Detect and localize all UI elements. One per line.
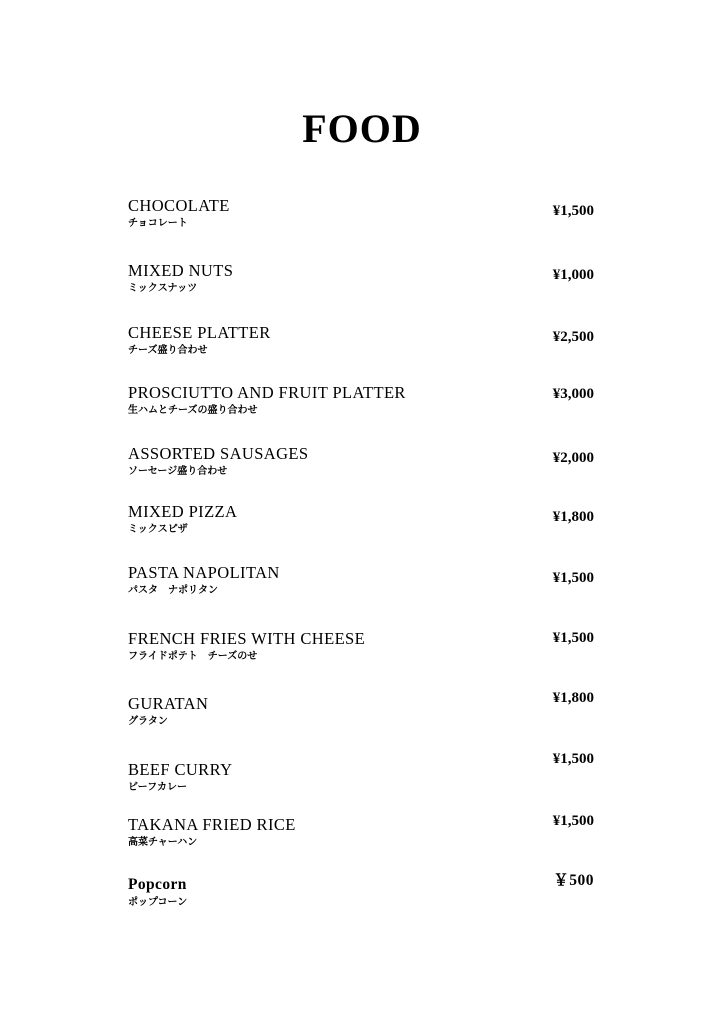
item-name: PASTA NAPOLITAN xyxy=(128,563,280,582)
menu-item-popcorn xyxy=(128,872,598,915)
item-name: BEEF CURRY xyxy=(128,760,233,779)
item-price: ¥1,800 xyxy=(552,509,594,525)
menu-item-cheese-platter xyxy=(128,323,598,363)
item-japanese-name: パスタ ナポリタン xyxy=(128,585,218,596)
item-japanese-name: ビーフカレー xyxy=(128,782,187,793)
item-japanese-name: ミックスピザ xyxy=(128,524,188,535)
menu-item-assorted-sausages xyxy=(128,444,598,484)
item-japanese-name: ポップコーン xyxy=(128,897,188,908)
item-japanese-name: チョコレート xyxy=(128,218,188,229)
item-price: ¥1,500 xyxy=(552,203,594,219)
item-price: ¥2,500 xyxy=(552,329,594,345)
item-price: ¥3,000 xyxy=(552,386,594,402)
item-price: ¥1,500 xyxy=(552,813,594,829)
menu-item-beef-curry xyxy=(128,751,598,800)
item-japanese-name: ソーセージ盛り合わせ xyxy=(128,466,228,477)
menu-item-french-fries xyxy=(128,629,598,669)
item-japanese-name: 高菜チャーハン xyxy=(128,837,198,848)
menu-item-mixed-nuts xyxy=(128,261,598,301)
menu-item-mixed-pizza xyxy=(128,502,598,542)
item-name: TAKANA FRIED RICE xyxy=(128,815,296,834)
menu-item-guratan xyxy=(128,690,598,734)
item-price: ￥500 xyxy=(553,872,594,889)
item-japanese-name: ミックスナッツ xyxy=(128,283,198,294)
item-name: CHEESE PLATTER xyxy=(128,323,271,342)
item-name: Popcorn xyxy=(128,876,187,893)
item-price: ¥2,000 xyxy=(552,450,594,466)
item-japanese-name: 生ハムとチーズの盛り合わせ xyxy=(128,405,258,416)
item-price: ¥1,000 xyxy=(552,267,594,283)
item-name: GURATAN xyxy=(128,694,209,713)
item-japanese-name: フライドポテト チーズのせ xyxy=(128,651,258,662)
item-price: ¥1,500 xyxy=(552,570,594,586)
item-name: MIXED PIZZA xyxy=(128,502,238,521)
item-name: FRENCH FRIES WITH CHEESE xyxy=(128,629,366,648)
menu-title: FOOD xyxy=(302,106,422,151)
menu-item-takana-fried-rice xyxy=(128,815,598,855)
item-price: ¥1,800 xyxy=(552,690,594,706)
item-name: ASSORTED SAUSAGES xyxy=(128,444,309,463)
item-name: CHOCOLATE xyxy=(128,196,230,215)
menu-item-chocolate xyxy=(128,196,598,236)
item-name: PROSCIUTTO AND FRUIT PLATTER xyxy=(128,383,406,402)
menu-item-prosciutto-platter xyxy=(128,383,598,423)
menu-item-pasta-napolitan xyxy=(128,563,598,603)
item-name: MIXED NUTS xyxy=(128,261,234,280)
item-price: ¥1,500 xyxy=(552,630,594,646)
item-japanese-name: チーズ盛り合わせ xyxy=(128,345,208,356)
item-price: ¥1,500 xyxy=(552,751,594,767)
item-japanese-name: グラタン xyxy=(128,716,168,727)
